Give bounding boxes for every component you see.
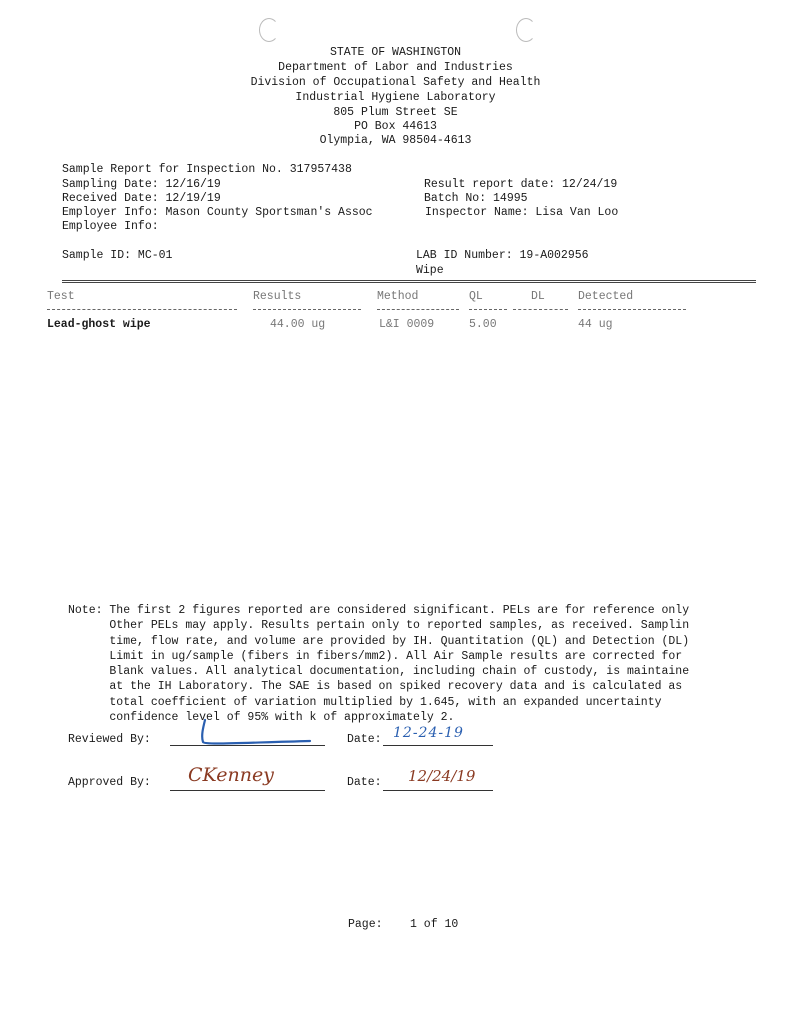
cell-test: Lead-ghost wipe (47, 318, 151, 331)
sampling-date: Sampling Date: 12/16/19 (62, 178, 221, 191)
header-division: Division of Occupational Safety and Health (250, 76, 541, 89)
sample-media: Wipe (416, 264, 444, 277)
dash-test (47, 309, 237, 310)
approved-by-label: Approved By: (68, 776, 151, 789)
header-department: Department of Labor and Industries (278, 61, 513, 74)
dash-results (253, 309, 361, 310)
col-header-results: Results (253, 290, 302, 303)
note-paragraph (68, 603, 768, 725)
page-number: 1 of 10 (410, 918, 459, 931)
note-line: Blank values. All analytical documentation, including chain of custody, is maintaine (68, 665, 690, 679)
reviewed-signature-icon (195, 718, 315, 748)
note-line: Limit in ug/sample (fibers in fibers/mm2). All Air Sample results are corrected for (68, 649, 683, 663)
cell-ql: 5.00 (469, 318, 497, 331)
result-report-date: Result report date: 12/24/19 (424, 178, 618, 191)
page-label: Page: (348, 918, 383, 931)
approved-date-handwritten: 12/24/19 (408, 767, 476, 785)
header-city: Olympia, WA 98504-4613 (319, 134, 472, 147)
approved-date-label: Date: (347, 776, 382, 789)
cell-detected: 44 ug (578, 318, 613, 331)
reviewed-date-handwritten: 12-24-19 (393, 725, 464, 741)
reviewed-date-line (383, 745, 493, 746)
note-line: time, flow rate, and volume are provided by IH. Quantitation (QL) and Detection (DL) (68, 634, 690, 648)
inspector-name: Inspector Name: Lisa Van Loo (425, 206, 619, 219)
separator-line (62, 280, 756, 283)
approved-date-line (383, 790, 493, 791)
dash-detected (578, 309, 686, 310)
reviewed-signature-line (170, 745, 325, 746)
punch-hole-right (516, 18, 536, 42)
header-pobox: PO Box 44613 (354, 120, 437, 133)
dash-dl (513, 309, 568, 310)
inspection-number: Sample Report for Inspection No. 317957438 (62, 163, 352, 176)
note-line: confidence level of 95% with k of approximately 2. (68, 711, 455, 725)
header-state: STATE OF WASHINGTON (329, 46, 462, 59)
col-header-detected: Detected (578, 290, 634, 303)
approved-signature-line (170, 790, 325, 791)
employer-info: Employer Info: Mason County Sportsman's Assoc (62, 206, 373, 219)
note-line: at the IH Laboratory. The SAE is based on spiked recovery data and is calculated as (68, 680, 683, 694)
batch-number: Batch No: 14995 (424, 192, 528, 205)
reviewed-date-label: Date: (347, 733, 382, 746)
employee-info: Employee Info: (62, 220, 159, 233)
lab-id-number: LAB ID Number: 19-A002956 (416, 249, 589, 262)
col-header-method: Method (377, 290, 419, 303)
col-header-dl: DL (531, 290, 545, 303)
dash-method (377, 309, 459, 310)
cell-method: L&I 0009 (379, 318, 435, 331)
sample-id: Sample ID: MC-01 (62, 249, 173, 262)
note-line: total coefficient of variation multiplied by 1.645, with an expanded uncertainty (68, 695, 662, 709)
header-street: 805 Plum Street SE (333, 106, 458, 119)
note-line: Other PELs may apply. Results pertain only to reported samples, as received. Samplin (68, 619, 690, 633)
cell-results: 44.00 ug (270, 318, 326, 331)
col-header-ql: QL (469, 290, 483, 303)
reviewed-by-label: Reviewed By: (68, 733, 151, 746)
approved-signature: CKenney (188, 764, 274, 786)
punch-hole-left (259, 18, 279, 42)
received-date: Received Date: 12/19/19 (62, 192, 221, 205)
note-line: Note: The first 2 figures reported are considered significant. PELs are for reference only (68, 604, 690, 617)
dash-ql (469, 309, 507, 310)
col-header-test: Test (47, 290, 75, 303)
header-lab: Industrial Hygiene Laboratory (295, 91, 496, 104)
